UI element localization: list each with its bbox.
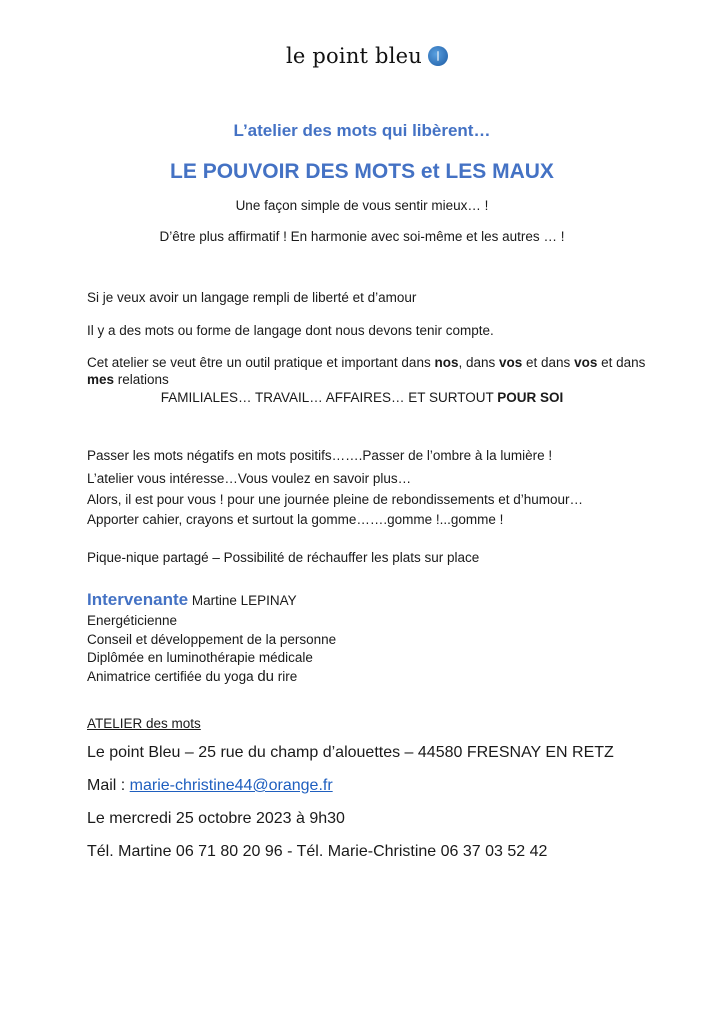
mail-link[interactable]: marie-christine44@orange.fr <box>129 777 333 794</box>
domains-text: FAMILIALES… TRAVAIL… AFFAIRES… ET SURTOUT <box>160 390 498 405</box>
credential-text-b: rire <box>274 668 298 684</box>
phone-numbers: Tél. Martine 06 71 80 20 96 - Tél. Marie-Christine 06 37 03 52 42 <box>87 843 548 860</box>
speaker-role: Intervenante <box>87 590 189 609</box>
speaker-credentials <box>87 612 336 686</box>
paragraph-atelier-text-e: relations <box>114 372 169 387</box>
bold-mes: mes <box>87 372 115 387</box>
paragraph-atelier-text-b: , dans <box>458 355 499 370</box>
paragraph-liberte: Si je veux avoir un langage rempli de liberté et d’amour <box>87 290 417 305</box>
tagline-1: Une façon simple de vous sentir mieux… ! <box>235 198 489 213</box>
mail-line <box>87 777 333 795</box>
speaker-name: Martine LEPINAY <box>188 593 297 608</box>
atelier-heading: ATELIER des mots <box>87 716 201 731</box>
paragraph-atelier-text-a: Cet atelier se veut être un outil pratique et important dans <box>87 355 435 370</box>
page-title: LE POUVOIR DES MOTS et LES MAUX <box>170 160 554 183</box>
paragraph-interesse: L’atelier vous intéresse…Vous voulez en savoir plus… <box>87 471 412 486</box>
paragraph-mots: Il y a des mots ou forme de langage dont nous devons tenir compte. <box>87 323 494 338</box>
credential-item <box>87 668 336 687</box>
paragraph-alors: Alors, il est pour vous ! pour une journée pleine de rebondissements et d’humour… <box>87 492 584 507</box>
bold-vos-2: vos <box>574 355 598 370</box>
paragraph-negatifs: Passer les mots négatifs en mots positifs…….Passer de l’ombre à la lumière ! <box>87 448 553 463</box>
credential-du: du <box>257 667 275 685</box>
paragraph-atelier <box>87 354 647 388</box>
bold-pour-soi: POUR SOI <box>497 390 564 405</box>
credential-text-a: Animatrice certifiée du yoga <box>87 668 258 684</box>
paragraph-atelier-text-d: et dans <box>597 355 646 370</box>
tagline-2: D’être plus affirmatif ! En harmonie avec soi-même et les autres … ! <box>159 229 565 244</box>
speaker-heading <box>87 590 297 610</box>
paragraph-atelier-text-c: et dans <box>522 355 575 370</box>
credential-item: Energéticienne <box>87 613 178 628</box>
bold-nos: nos <box>434 355 459 370</box>
mail-label: Mail : <box>87 777 130 794</box>
bold-vos-1: vos <box>499 355 523 370</box>
credential-item: Conseil et développement de la personne <box>87 631 337 647</box>
paragraph-atelier-domains <box>0 389 724 406</box>
paragraph-pique-nique: Pique-nique partagé – Possibilité de réchauffer les plats sur place <box>87 550 480 565</box>
address: Le point Bleu – 25 rue du champ d’alouettes – 44580 FRESNAY EN RETZ <box>87 744 614 761</box>
paragraph-apporter: Apporter cahier, crayons et surtout la gomme…….gomme !...gomme ! <box>87 512 504 527</box>
logo-text: le point bleu <box>286 44 422 68</box>
page-subtitle: L’atelier des mots qui libèrent… <box>233 121 491 140</box>
logo <box>286 44 448 68</box>
credential-item: Diplômée en luminothérapie médicale <box>87 650 313 665</box>
logo-dot-icon <box>428 46 448 66</box>
event-date: Le mercredi 25 octobre 2023 à 9h30 <box>87 810 345 827</box>
